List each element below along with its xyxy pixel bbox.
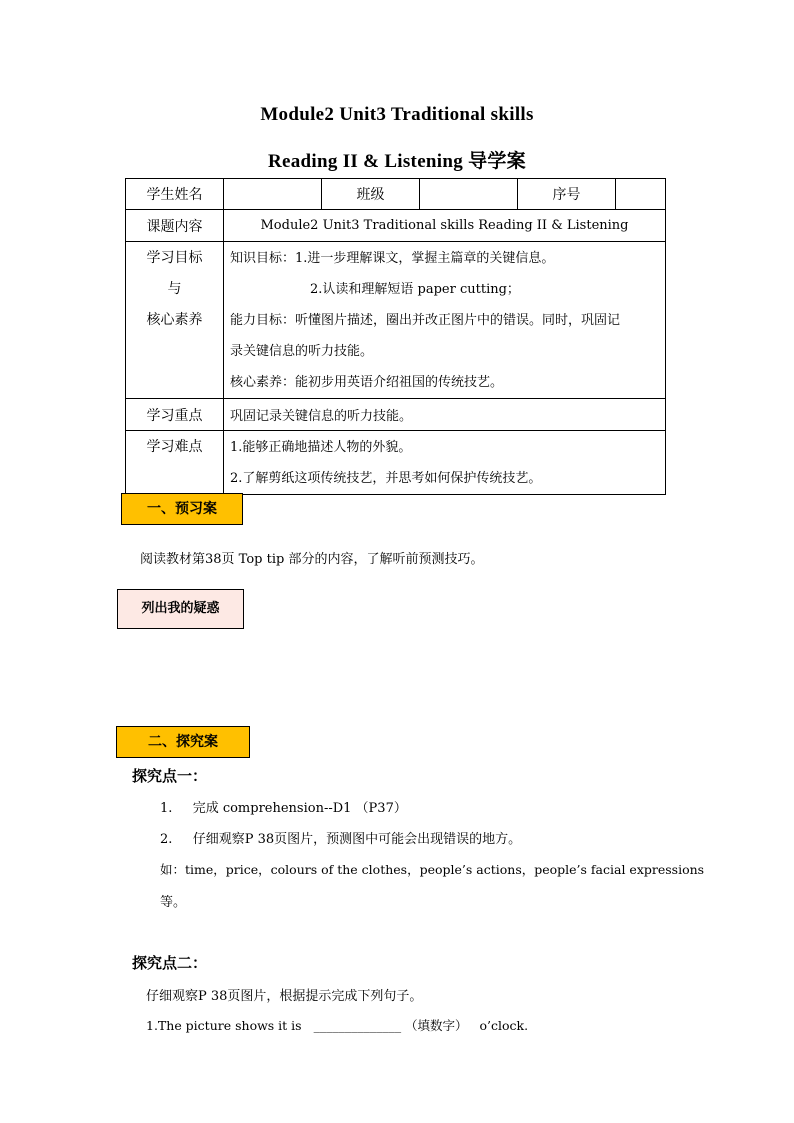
topic-value: Module2 Unit3 Traditional skills Reading II & Listening [224, 210, 666, 242]
preview-instruction: 阅读教材第38页 Top tip 部分的内容，了解听前预测技巧。 [140, 552, 484, 567]
example-line1: 如：time，price，colours of the clothes，people’s actions，people’s facial expressions [160, 862, 705, 877]
goals-label-line3: 核心素养 [146, 312, 203, 328]
info-table [125, 178, 666, 495]
difficult-line1: 1.能够正确地描述人物的外貌。 [230, 440, 412, 455]
difficult-point-label: 学习难点 [126, 431, 224, 495]
difficult-line2: 2.了解剪纸这项传统技艺，并思考如何保护传统技艺。 [230, 471, 542, 486]
class-cell[interactable] [420, 179, 518, 210]
q1-prefix: 1.The picture shows it is [146, 1018, 302, 1033]
goal-knowledge-line1: 知识目标：1.进一步理解课文，掌握主篇章的关键信息。 [230, 251, 555, 266]
document-title-line2: Reading II & Listening 导学案 [267, 151, 526, 172]
class-label: 班级 [322, 179, 420, 210]
item1-number: 1. [160, 801, 173, 816]
explore-point1-title: 探究点一： [132, 767, 208, 785]
item1-text: 完成 comprehension--D1 （P37） [192, 801, 407, 816]
goal-knowledge-line2: 2.认读和理解短语 paper cutting； [310, 282, 520, 297]
explore-point2-title: 探究点二： [132, 954, 208, 972]
question-1 [146, 1016, 528, 1034]
list-item [160, 797, 407, 816]
item2-number: 2. [160, 832, 173, 847]
goals-label-line2: 与 [167, 281, 182, 297]
q1-hint: （填数字） [405, 1018, 468, 1033]
goals-label [126, 242, 224, 399]
example-line2: 等。 [160, 895, 187, 910]
seat-cell[interactable] [616, 179, 666, 210]
goals-label-line1: 学习目标 [146, 250, 203, 266]
goal-ability-line1: 能力目标：听懂图片描述，圈出并改正图片中的错误。同时，巩固记 [230, 313, 621, 328]
table-row [126, 431, 666, 495]
q1-suffix: o’clock. [479, 1018, 529, 1033]
table-row [126, 242, 666, 399]
key-point-label: 学习重点 [126, 399, 224, 431]
document-title-line1: Module2 Unit3 Traditional skills [260, 104, 534, 125]
q1-blank[interactable]: ______________ [313, 1018, 402, 1033]
key-point-value: 巩固记录关键信息的听力技能。 [224, 399, 666, 431]
name-cell[interactable] [224, 179, 322, 210]
doubts-box: 列出我的疑惑 [117, 589, 244, 629]
point2-intro: 仔细观察P 38页图片，根据提示完成下列句子。 [146, 989, 423, 1004]
seat-label: 序号 [518, 179, 616, 210]
preview-section-label: 一、预习案 [121, 493, 243, 525]
topic-label: 课题内容 [126, 210, 224, 242]
difficult-point-content [224, 431, 666, 495]
table-row [126, 179, 666, 210]
item2-text: 仔细观察P 38页图片，预测图中可能会出现错误的地方。 [192, 832, 522, 847]
table-row [126, 210, 666, 242]
goals-content [224, 242, 666, 399]
table-row [126, 399, 666, 431]
goal-ability-line2: 录关键信息的听力技能。 [230, 344, 374, 359]
goal-core: 核心素养：能初步用英语介绍祖国的传统技艺。 [230, 375, 504, 390]
name-label: 学生姓名 [126, 179, 224, 210]
explore-section-label: 二、探究案 [116, 726, 250, 758]
list-item [160, 828, 521, 847]
